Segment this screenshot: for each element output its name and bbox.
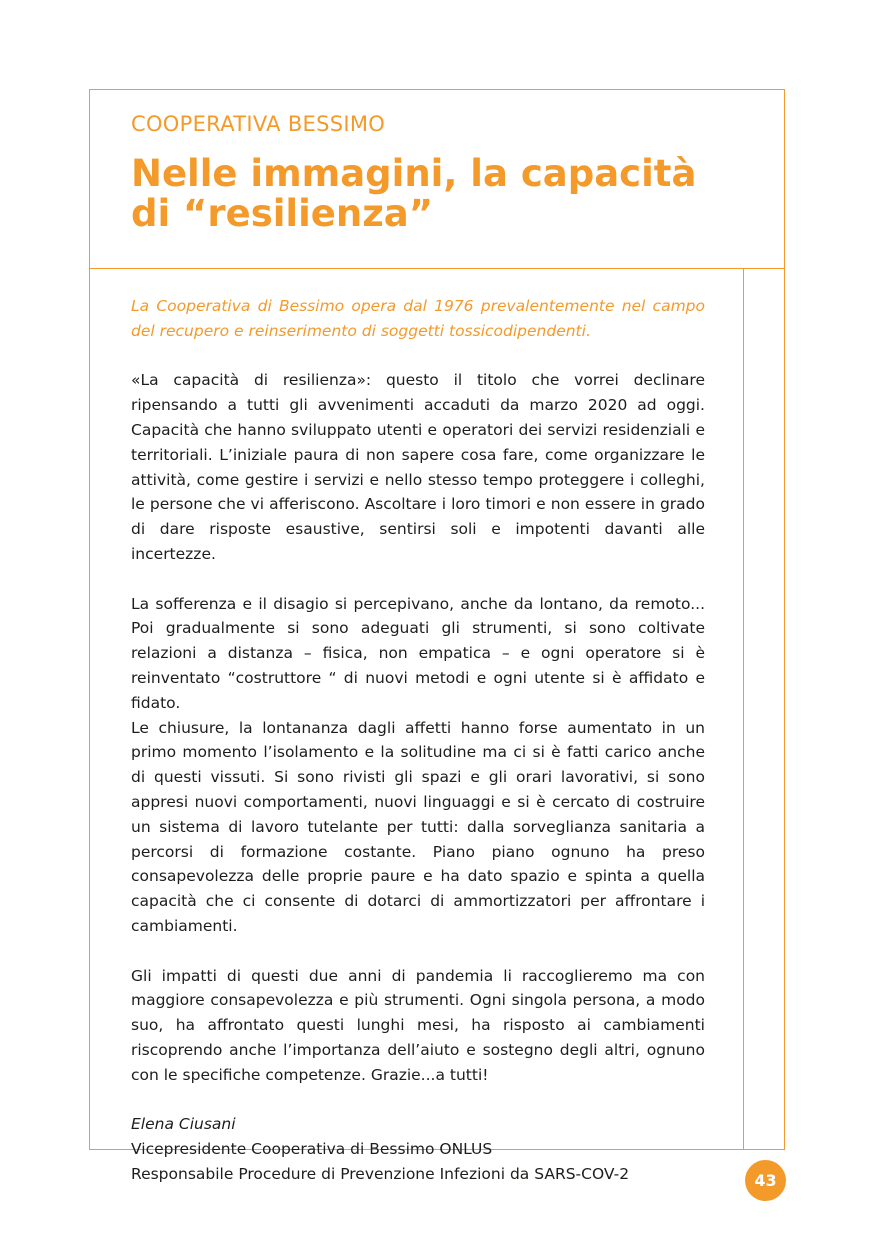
signature-name: Elena Ciusani	[131, 1115, 236, 1134]
body-paragraph-3: Le chiusure, la lontananza dagli affetti hanno forse aumentato in un primo momento l’isolamento e la solitudine ma ci si è fatti carico anche di questi vissuti. Si sono rivisti gli spazi e gli orari lavorativi, si sono appresi nuovi comportamenti, nuovi linguaggi e si è cercato di costruire un sistema di lavoro tutelante per tutti: dalla sorveglianza sanitaria a percorsi di formazione costante. Piano piano ognuno ha preso consapevolezza delle proprie paure e ha dato spazio e spinta a quella capacità che ci consente di dotarci di ammortizzatori per affrontare i cambiamenti.	[131, 718, 705, 935]
signature-role-1: Vicepresidente Cooperativa di Bessimo ONLUS	[131, 1140, 493, 1159]
body-paragraph-1: «La capacità di resilienza»: questo il titolo che vorrei declinare ripensando a tutti gli avvenimenti accaduti da marzo 2020 ad oggi. Capacità che hanno sviluppato utenti e operatori dei servizi residenziali e territoriali. L’iniziale paura di non sapere cosa fare, come organizzare le attività, come gestire i servizi e nello stesso tempo proteggere i colleghi, le persone che vi afferiscono. Ascoltare i loro timori e non essere in grado di dare risposte esaustive, sentirsi soli e impotenti davanti alle incertezze.	[131, 371, 705, 563]
body-paragraph-2: La sofferenza e il disagio si percepivano, anche da lontano, da remoto... Poi gradualmente si sono adeguati gli strumenti, si sono coltivate relazioni a distanza – fisica, non empatica – e ogni operatore si è reinventato “costruttore “ di nuovi metodi e ogni utente si è affidato e fidato.	[131, 594, 705, 712]
body-paragraph-4: Gli impatti di questi due anni di pandemia li raccoglieremo ma con maggiore consapevolezza e più strumenti. Ogni singola persona, a modo suo, ha affrontato questi lunghi mesi, ha risposto ai cambiamenti riscoprendo anche l’importanza dell’aiuto e sostegno degli altri, ognuno con le specifiche competenze. Grazie...a tutti!	[131, 966, 705, 1084]
article-body	[131, 294, 705, 1187]
page-number-badge: 43	[745, 1160, 786, 1201]
article-kicker: COOPERATIVA BESSIMO	[131, 112, 386, 136]
signature-role-2: Responsabile Procedure di Prevenzione Infezioni da SARS-COV-2	[131, 1164, 630, 1183]
signature-block	[131, 1112, 705, 1186]
title-line-2: di “resilienza”	[131, 192, 434, 235]
article-header	[90, 90, 784, 269]
title-line-1: Nelle immagini, la capacità	[131, 152, 697, 195]
intro-paragraph: La Cooperativa di Bessimo opera dal 1976 prevalentemente nel campo del recupero e reinserimento di soggetti tossicodipendenti.	[131, 297, 705, 340]
article-title	[131, 154, 751, 234]
side-column	[743, 268, 784, 1149]
